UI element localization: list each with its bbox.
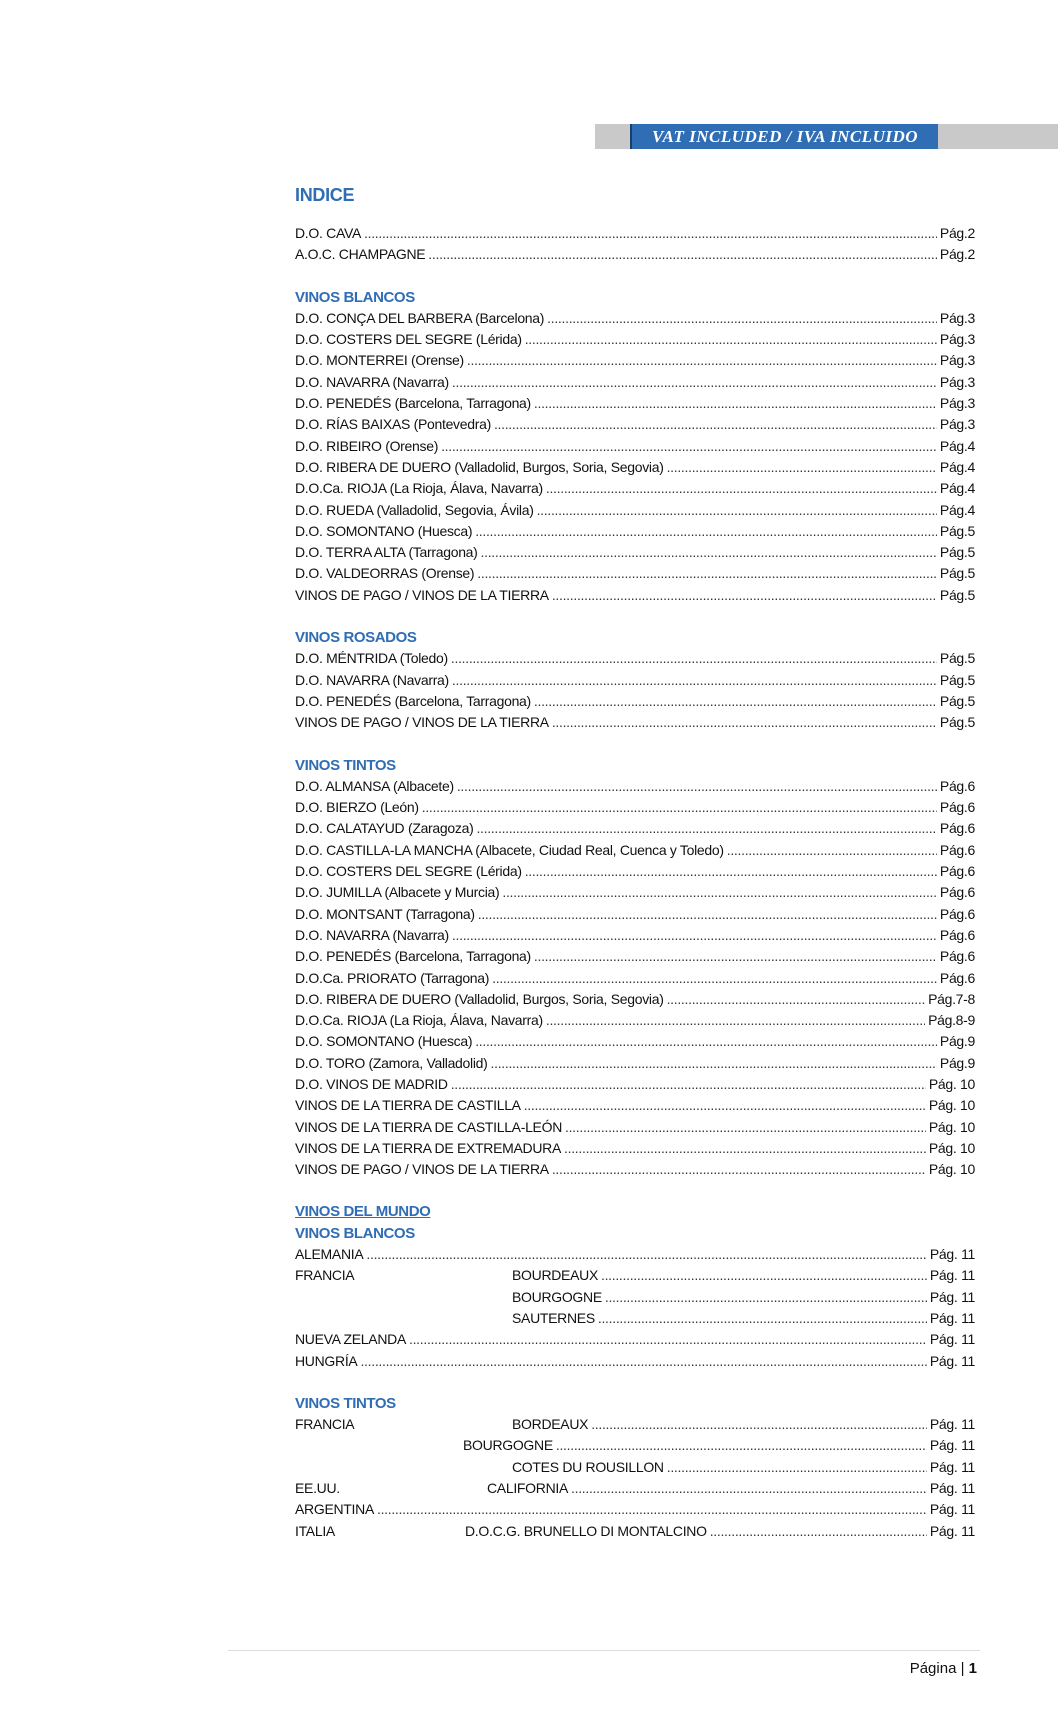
region-label: CALIFORNIA xyxy=(487,1480,569,1497)
toc-page-ref: Pág.5 xyxy=(939,650,975,667)
intro-section xyxy=(295,223,975,266)
toc-row[interactable] xyxy=(295,1499,975,1520)
toc-entry-name: D.O. RÍAS BAIXAS (Pontevedra) xyxy=(295,416,491,433)
dot-leader xyxy=(377,1499,927,1520)
toc-page-ref: Pág. 11 xyxy=(929,1480,975,1497)
dot-leader xyxy=(476,818,936,839)
dot-leader xyxy=(598,1308,927,1329)
toc-entry-name: D.O. SOMONTANO (Huesca) xyxy=(295,1033,473,1050)
toc-entry-name: VINOS DE PAGO / VINOS DE LA TIERRA xyxy=(295,586,549,603)
toc-row[interactable] xyxy=(295,989,975,1010)
toc-entry-name: D.O. VINOS DE MADRID xyxy=(295,1075,448,1092)
toc-row[interactable] xyxy=(295,968,975,989)
section-vinos-del-mundo-blancos xyxy=(295,1201,975,1371)
dot-leader xyxy=(360,1351,926,1372)
toc-entry-name: D.O. COSTERS DEL SEGRE (Lérida) xyxy=(295,863,522,880)
dot-leader xyxy=(601,1265,927,1286)
toc-page-ref: Pág. 10 xyxy=(928,1139,975,1156)
toc-entry-name: VINOS DE PAGO / VINOS DE LA TIERRA xyxy=(295,714,549,731)
toc-page-ref: Pág.4 xyxy=(939,480,975,497)
toc-list xyxy=(295,308,975,606)
toc-page-ref: Pág.6 xyxy=(939,905,975,922)
toc-entry-name: D.O. SOMONTANO (Huesca) xyxy=(295,522,473,539)
toc-page-ref: Pág. 11 xyxy=(929,1352,975,1369)
dot-leader xyxy=(534,691,937,712)
dot-leader xyxy=(552,712,937,733)
toc-row[interactable] xyxy=(295,670,975,691)
toc-page-ref: Pág.6 xyxy=(939,799,975,816)
toc-page-ref: Pág.6 xyxy=(939,841,975,858)
toc-page-ref: Pág. 11 xyxy=(929,1246,975,1263)
dot-leader xyxy=(481,542,937,563)
dot-leader xyxy=(491,1053,937,1074)
toc-row[interactable] xyxy=(295,712,975,733)
dot-leader xyxy=(546,1010,925,1031)
toc-entry-name: D.O. JUMILLA (Albacete y Murcia) xyxy=(295,884,500,901)
region-label: BOURGOGNE xyxy=(463,1437,553,1454)
toc-page-ref: Pág.5 xyxy=(939,671,975,688)
toc-page-ref: Pág.5 xyxy=(939,714,975,731)
dot-leader xyxy=(565,1117,926,1138)
dot-leader xyxy=(552,585,937,606)
toc-entry-name: D.O. RIBERA DE DUERO (Valladolid, Burgos, Soria, Segovia) xyxy=(295,458,664,475)
dot-leader xyxy=(366,1244,926,1265)
toc-row[interactable] xyxy=(295,1031,975,1052)
toc-row[interactable] xyxy=(295,904,975,925)
toc-row[interactable] xyxy=(295,1414,975,1435)
toc-page-ref: Pág.6 xyxy=(939,820,975,837)
dot-leader xyxy=(452,670,937,691)
toc-list xyxy=(295,1414,975,1542)
section-heading: VINOS TINTOS xyxy=(295,756,396,774)
toc-entry-name: D.O. RIBERA DE DUERO (Valladolid, Burgos, Soria, Segovia) xyxy=(295,990,664,1007)
country-label: ARGENTINA xyxy=(295,1501,374,1518)
dot-leader xyxy=(502,882,937,903)
toc-page-ref: Pág.5 xyxy=(939,586,975,603)
toc-row[interactable] xyxy=(295,925,975,946)
dot-leader xyxy=(537,500,937,521)
country-label: NUEVA ZELANDA xyxy=(295,1331,406,1348)
toc-page-ref: Pág.4 xyxy=(939,501,975,518)
toc-page-ref: Pág.5 xyxy=(939,692,975,709)
dot-leader xyxy=(525,329,937,350)
toc-row[interactable] xyxy=(295,478,975,499)
dot-leader xyxy=(452,925,937,946)
toc-row[interactable] xyxy=(295,585,975,606)
toc-entry-name: D.O. NAVARRA (Navarra) xyxy=(295,373,449,390)
toc-page-ref: Pág.4 xyxy=(939,458,975,475)
toc-row[interactable] xyxy=(295,840,975,861)
toc-page-ref: Pág. 10 xyxy=(928,1075,975,1092)
toc-row[interactable] xyxy=(295,1435,975,1456)
toc-row[interactable] xyxy=(295,1329,975,1350)
toc-page-ref: Pág. 10 xyxy=(928,1097,975,1114)
toc-row[interactable] xyxy=(295,818,975,839)
toc-row[interactable] xyxy=(295,329,975,350)
dot-leader xyxy=(451,1074,926,1095)
toc-page-ref: Pág.5 xyxy=(939,544,975,561)
toc-row[interactable] xyxy=(295,393,975,414)
toc-page-ref: Pág. 11 xyxy=(929,1309,975,1326)
toc-row[interactable] xyxy=(295,1053,975,1074)
toc-entry-name: VINOS DE PAGO / VINOS DE LA TIERRA xyxy=(295,1161,549,1178)
toc-entry-name: D.O. ALMANSA (Albacete) xyxy=(295,777,454,794)
toc-row[interactable] xyxy=(295,797,975,818)
dot-leader xyxy=(409,1329,927,1350)
world-heading[interactable]: VINOS DEL MUNDO xyxy=(295,1203,431,1221)
dot-leader xyxy=(667,989,925,1010)
toc-page-ref: Pág.3 xyxy=(939,373,975,390)
toc-row[interactable] xyxy=(295,861,975,882)
toc-entry-name: D.O. CASTILLA-LA MANCHA (Albacete, Ciudad Real, Cuenca y Toledo) xyxy=(295,841,724,858)
dot-leader xyxy=(605,1287,927,1308)
country-label: EE.UU. xyxy=(295,1480,340,1497)
toc-page-ref: Pág.8-9 xyxy=(928,1012,975,1029)
toc-row[interactable] xyxy=(295,308,975,329)
toc-row[interactable] xyxy=(295,1457,975,1478)
section-vinos-blancos xyxy=(295,287,975,606)
section-vinos-rosados xyxy=(295,627,975,733)
country-label: FRANCIA xyxy=(295,1267,355,1284)
toc-page-ref: Pág. 11 xyxy=(929,1501,975,1518)
toc-page-ref: Pág.6 xyxy=(939,863,975,880)
toc-row[interactable] xyxy=(295,1074,975,1095)
toc-page-ref: Pág.7-8 xyxy=(928,990,975,1007)
toc-entry-name: D.O. COSTERS DEL SEGRE (Lérida) xyxy=(295,331,522,348)
dot-leader xyxy=(564,1138,926,1159)
toc-row[interactable] xyxy=(295,1117,975,1138)
toc-entry-name: D.O.Ca. RIOJA (La Rioja, Álava, Navarra) xyxy=(295,1012,543,1029)
dot-leader xyxy=(428,244,937,265)
toc-entry-name: D.O. CALATAYUD (Zaragoza) xyxy=(295,820,474,837)
section-heading: VINOS ROSADOS xyxy=(295,629,417,647)
dot-leader xyxy=(364,223,937,244)
toc-row[interactable] xyxy=(295,414,975,435)
section-vinos-tintos xyxy=(295,755,975,1181)
region-label: D.O.C.G. BRUNELLO DI MONTALCINO xyxy=(465,1522,707,1539)
toc-entry-name: VINOS DE LA TIERRA DE CASTILLA xyxy=(295,1097,521,1114)
toc-row[interactable] xyxy=(295,457,975,478)
toc-row[interactable] xyxy=(295,1521,975,1542)
toc-page-ref: Pág.6 xyxy=(939,969,975,986)
dot-leader xyxy=(667,1457,927,1478)
country-label: HUNGRÍA xyxy=(295,1352,358,1369)
toc-page-ref: Pág. 11 xyxy=(929,1267,975,1284)
toc-entry-name: D.O. PENEDÉS (Barcelona, Tarragona) xyxy=(295,948,531,965)
dot-leader xyxy=(546,478,937,499)
dot-leader xyxy=(494,414,937,435)
country-label: ITALIA xyxy=(295,1522,335,1539)
toc-row[interactable] xyxy=(295,223,975,244)
toc-page-ref: Pág. 11 xyxy=(929,1458,975,1475)
region-label: BORDEAUX xyxy=(512,1416,589,1433)
toc-entry-name: D.O. MONTERREI (Orense) xyxy=(295,352,464,369)
footer-divider xyxy=(228,1650,980,1651)
page-title: INDICE xyxy=(295,185,355,205)
toc-page-ref: Pág.6 xyxy=(939,948,975,965)
dot-leader xyxy=(477,563,937,584)
toc-row[interactable] xyxy=(295,648,975,669)
dot-leader xyxy=(710,1521,927,1542)
toc-list xyxy=(295,1244,975,1372)
dot-leader xyxy=(534,393,937,414)
toc-row[interactable] xyxy=(295,1265,975,1286)
footer-label: Página | xyxy=(909,1660,965,1677)
toc-entry-name: D.O. CONÇA DEL BARBERA (Barcelona) xyxy=(295,309,545,326)
dot-leader xyxy=(475,1031,937,1052)
dot-leader xyxy=(727,840,937,861)
toc-page-ref: Pág. 11 xyxy=(929,1522,975,1539)
toc-row[interactable] xyxy=(295,1351,975,1372)
toc-entry-name: D.O. PENEDÉS (Barcelona, Tarragona) xyxy=(295,395,531,412)
dot-leader xyxy=(591,1414,927,1435)
region-label: SAUTERNES xyxy=(512,1309,595,1326)
toc-row[interactable] xyxy=(295,542,975,563)
toc-list xyxy=(295,776,975,1181)
toc-page-ref: Pág.6 xyxy=(939,884,975,901)
dot-leader xyxy=(451,648,937,669)
toc-page-ref: Pág.5 xyxy=(939,565,975,582)
dot-leader xyxy=(452,372,937,393)
toc-page-ref: Pág.3 xyxy=(939,352,975,369)
dot-leader xyxy=(478,904,937,925)
dot-leader xyxy=(457,776,937,797)
dot-leader xyxy=(571,1478,927,1499)
toc-page-ref: Pág.3 xyxy=(939,416,975,433)
toc-row[interactable] xyxy=(295,372,975,393)
toc-page-ref: Pág. 11 xyxy=(929,1437,975,1454)
toc-entry-name: D.O. CAVA xyxy=(295,225,362,241)
toc-entry-name: D.O. BIERZO (León) xyxy=(295,799,419,816)
vat-included-label: VAT INCLUDED / IVA INCLUIDO xyxy=(630,124,938,149)
toc-row[interactable] xyxy=(295,776,975,797)
dot-leader xyxy=(552,1159,926,1180)
toc-list xyxy=(295,648,975,733)
section-vinos-del-mundo-tintos xyxy=(295,1393,975,1542)
toc-entry-name: VINOS DE LA TIERRA DE CASTILLA-LEÓN xyxy=(295,1118,562,1135)
toc-page-ref: Pág.2 xyxy=(939,225,975,241)
toc-entry-name: D.O. RUEDA (Valladolid, Segovia, Ávila) xyxy=(295,501,534,518)
index-container xyxy=(295,183,975,1542)
dot-leader xyxy=(534,946,937,967)
toc-page-ref: Pág.9 xyxy=(939,1054,975,1071)
dot-leader xyxy=(525,861,937,882)
dot-leader xyxy=(524,1095,926,1116)
toc-entry-name: A.O.C. CHAMPAGNE xyxy=(295,246,426,263)
toc-row[interactable] xyxy=(295,1308,975,1329)
toc-entry-name: D.O. VALDEORRAS (Orense) xyxy=(295,565,475,582)
toc-row[interactable] xyxy=(295,882,975,903)
country-label: ALEMANIA xyxy=(295,1246,364,1263)
toc-entry-name: D.O. NAVARRA (Navarra) xyxy=(295,926,449,943)
country-label: FRANCIA xyxy=(295,1416,355,1433)
toc-row[interactable] xyxy=(295,1095,975,1116)
toc-page-ref: Pág.2 xyxy=(939,246,975,263)
toc-page-ref: Pág.3 xyxy=(939,331,975,348)
toc-row[interactable] xyxy=(295,1159,975,1180)
dot-leader xyxy=(547,308,937,329)
toc-entry-name: D.O. PENEDÉS (Barcelona, Tarragona) xyxy=(295,692,531,709)
region-label: BOURDEAUX xyxy=(512,1267,598,1284)
toc-entry-name: D.O.Ca. PRIORATO (Tarragona) xyxy=(295,969,490,986)
toc-row[interactable] xyxy=(295,1244,975,1265)
toc-page-ref: Pág. 10 xyxy=(928,1118,975,1135)
toc-entry-name: D.O. TORO (Zamora, Valladolid) xyxy=(295,1054,488,1071)
toc-row[interactable] xyxy=(295,1478,975,1499)
region-label: COTES DU ROUSILLON xyxy=(512,1458,664,1475)
page-number: 1 xyxy=(968,1660,977,1677)
toc-row[interactable] xyxy=(295,521,975,542)
dot-leader xyxy=(441,436,937,457)
section-heading: VINOS TINTOS xyxy=(295,1394,396,1412)
toc-row[interactable] xyxy=(295,350,975,371)
toc-row[interactable] xyxy=(295,691,975,712)
dot-leader xyxy=(667,457,937,478)
toc-page-ref: Pág. 11 xyxy=(929,1288,975,1305)
toc-row[interactable] xyxy=(295,563,975,584)
toc-entry-name: D.O. MÉNTRIDA (Toledo) xyxy=(295,650,448,667)
toc-entry-name: D.O. NAVARRA (Navarra) xyxy=(295,671,449,688)
section-heading: VINOS BLANCOS xyxy=(295,1224,415,1242)
toc-row[interactable] xyxy=(295,1287,975,1308)
toc-page-ref: Pág. 10 xyxy=(928,1161,975,1178)
toc-entry-name: VINOS DE LA TIERRA DE EXTREMADURA xyxy=(295,1139,562,1156)
section-heading: VINOS BLANCOS xyxy=(295,288,415,306)
toc-page-ref: Pág.5 xyxy=(939,522,975,539)
toc-page-ref: Pág.4 xyxy=(939,437,975,454)
toc-page-ref: Pág.3 xyxy=(939,309,975,326)
dot-leader xyxy=(556,1435,927,1456)
toc-entry-name: D.O. TERRA ALTA (Tarragona) xyxy=(295,544,478,561)
toc-entry-name: D.O. RIBEIRO (Orense) xyxy=(295,437,439,454)
toc-row[interactable] xyxy=(295,436,975,457)
dot-leader xyxy=(475,521,937,542)
dot-leader xyxy=(467,350,937,371)
page-footer xyxy=(910,1659,977,1679)
toc-row[interactable] xyxy=(295,1010,975,1031)
dot-leader xyxy=(492,968,937,989)
toc-row[interactable] xyxy=(295,946,975,967)
dot-leader xyxy=(422,797,937,818)
toc-entry-name: D.O. MONTSANT (Tarragona) xyxy=(295,905,475,922)
toc-page-ref: Pág.6 xyxy=(939,777,975,794)
toc-page-ref: Pág. 11 xyxy=(929,1416,975,1433)
toc-page-ref: Pág. 11 xyxy=(929,1331,975,1348)
region-label: BOURGOGNE xyxy=(512,1288,602,1305)
toc-row[interactable] xyxy=(295,244,975,265)
toc-page-ref: Pág.6 xyxy=(939,926,975,943)
toc-page-ref: Pág.3 xyxy=(939,395,975,412)
toc-entry-name: D.O.Ca. RIOJA (La Rioja, Álava, Navarra) xyxy=(295,480,543,497)
toc-page-ref: Pág.9 xyxy=(939,1033,975,1050)
toc-row[interactable] xyxy=(295,500,975,521)
toc-row[interactable] xyxy=(295,1138,975,1159)
